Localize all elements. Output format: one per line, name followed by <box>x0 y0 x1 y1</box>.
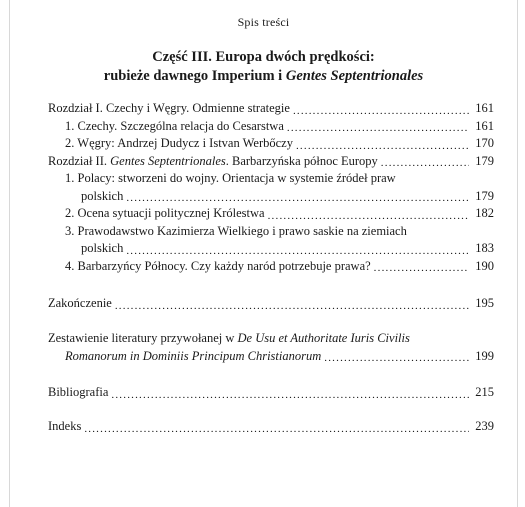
toc-index <box>48 418 494 436</box>
part-title-line2: rubieże dawnego Imperium i Gentes Septentrionales <box>103 68 424 84</box>
toc-entry-index[interactable]: Indeks ..... 239 <box>48 418 494 436</box>
toc-entry-chapter-1[interactable]: Rozdział I. Czechy i Węgry. Odmienne strategie ..... 161 <box>48 100 494 118</box>
part-title <box>10 48 517 86</box>
running-header: Spis treści <box>237 15 290 29</box>
toc-entry-section-2-3[interactable]: polskich ..... 183 <box>48 240 494 258</box>
toc-bibliography <box>48 384 494 402</box>
toc-entry-chapter-2[interactable]: Rozdział II. Gentes Septentrionales. Barbarzyńska północ Europy ..... 179 <box>48 153 494 171</box>
toc-entry-bibliography[interactable]: Bibliografia ..... 215 <box>48 384 494 402</box>
toc-entry-literature-line1: Zestawienie literatury przywołanej w De Usu et Authoritate Iuris Civilis <box>48 331 410 345</box>
toc-entry-section-2-4[interactable]: 4. Barbarzyńcy Północy. Czy każdy naród potrzebuje prawa? ..... 190 <box>48 258 494 276</box>
toc-entry-section-2-1-line1: 1. Polacy: stworzeni do wojny. Orientacja w systemie źródeł praw <box>65 171 396 185</box>
toc-entry-section-2-1[interactable]: polskich ..... 179 <box>48 188 494 206</box>
toc-entry-section-2-3-line1: 3. Prawodawstwo Kazimierza Wielkiego i prawo saskie na ziemiach <box>65 223 407 238</box>
document-page <box>9 0 518 507</box>
toc-entry-conclusion[interactable]: Zakończenie ..... 195 <box>48 295 494 313</box>
toc-literature <box>48 330 494 365</box>
part-title-line1: Część III. Europa dwóch prędkości: <box>152 49 375 65</box>
toc-closing <box>48 295 494 313</box>
table-of-contents <box>48 100 494 275</box>
toc-entry-section-1-2[interactable]: 2. Węgry: Andrzej Dudycz i Istvan Werbőczy ..... 170 <box>48 135 494 153</box>
toc-entry-section-1-1[interactable]: 1. Czechy. Szczególna relacja do Cesarstwa ..... 161 <box>48 118 494 136</box>
toc-entry-literature[interactable]: Romanorum in Dominiis Principum Christianorum ..... 199 <box>48 348 494 366</box>
toc-entry-section-2-2[interactable]: 2. Ocena sytuacji politycznej Królestwa ..... 182 <box>48 205 494 223</box>
